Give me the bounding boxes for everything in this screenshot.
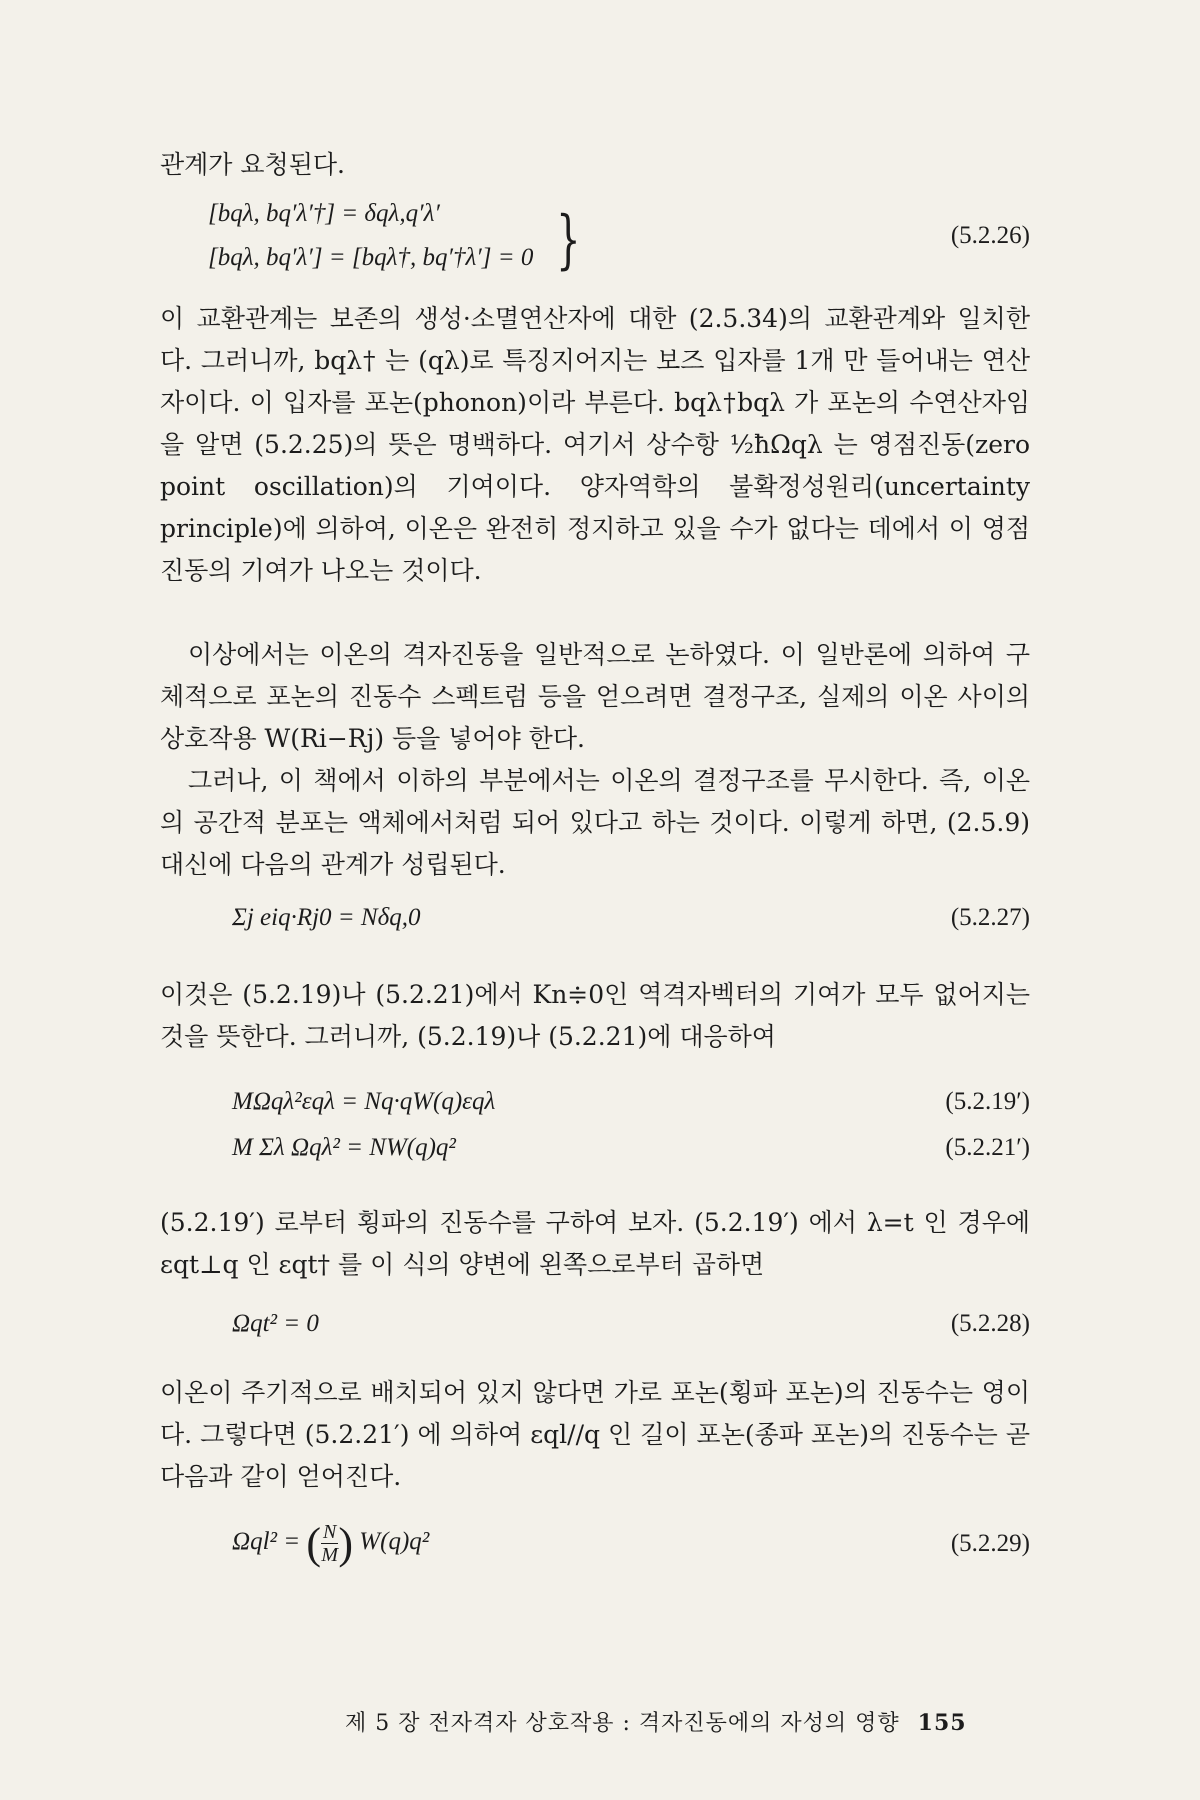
- paragraph-intro: 관계가 요청된다.: [160, 150, 345, 179]
- paragraph-ignore-crystal: 그러나, 이 책에서 이하의 부분에서는 이온의 결정구조를 무시한다. 즉, 이온의 공간적 분포는 액체에서처럼 되어 있다고 하는 것이다. 이렇게 하면, (2.5.9) 대신에 다음의 관계가 성립된다.: [160, 766, 1030, 879]
- equation-number-5-2-29: (5.2.29): [950, 1530, 1030, 1557]
- chapter-title: 제 5 장 전자격자 상호작용 : 격자진동에의 자성의 영향: [345, 1711, 900, 1736]
- equation-number-5-2-19-prime: (5.2.19′): [945, 1088, 1030, 1115]
- equation-number-5-2-21-prime: (5.2.21′): [945, 1134, 1030, 1161]
- equation-5-2-27: Σj eiq·Rj0 = Nδq,0: [232, 904, 421, 931]
- equation-5-2-19-prime: MΩqλ²εqλ = Nq·qW(q)εqλ: [232, 1088, 496, 1115]
- fraction-n-over-m: [321, 1521, 338, 1566]
- equation-5-2-29: [232, 1518, 429, 1569]
- equation-number-5-2-27: (5.2.27): [950, 904, 1030, 931]
- equation-5-2-26-line1: [bqλ, bq′λ′†] = δqλ,q′λ′: [208, 200, 440, 227]
- page-number: 155: [917, 1710, 967, 1736]
- paragraph-longitudinal-phonon: 이온이 주기적으로 배치되어 있지 않다면 가로 포논(횡파 포논)의 진동수는 영이다. 그렇다면 (5.2.21′) 에 의하여 εql//q 인 길이 포논(종파 포논)의 진동수는 곧 다음과 같이 얻어진다.: [160, 1378, 1030, 1491]
- paragraph-reciprocal-vector: 이것은 (5.2.19)나 (5.2.21)에서 Kn≑0인 역격자벡터의 기여가 모두 없어지는 것을 뜻한다. 그러니까, (5.2.19)나 (5.2.21)에 대응하여: [160, 980, 1030, 1051]
- fraction-denominator: M: [321, 1544, 339, 1566]
- left-paren: (: [306, 1519, 322, 1568]
- equation-5-2-21-prime: M Σλ Ωqλ² = NW(q)q²: [232, 1134, 456, 1161]
- paragraph-transverse-wave: (5.2.19′) 로부터 횡파의 진동수를 구하여 보자. (5.2.19′) 에서 λ=t 인 경우에 εqt⊥q 인 εqt† 를 이 식의 양변에 왼쪽으로부터 곱하면: [160, 1208, 1030, 1279]
- equation-5-2-26-line2: [bqλ, bq′λ′] = [bqλ†, bq′†λ′] = 0: [208, 244, 534, 271]
- equation-5-2-29-lhs: Ωql² =: [232, 1528, 301, 1556]
- right-brace: }: [556, 203, 581, 277]
- paragraph-exchange-relation: 이 교환관계는 보존의 생성·소멸연산자에 대한 (2.5.34)의 교환관계와 일치한다. 그러니까, bqλ† 는 (qλ)로 특징지어지는 보즈 입자를 1개 만 들어내는 연산자이다. 이 입자를 포논(phonon)이라 부른다. bqλ†bqλ 가 포논의 수연산자임을 알면 (5.2.25)의 뜻은 명백하다. 여기서 상수항 ½ħΩqλ 는 영점진동(zero point oscillation)의 기여이다. 양자역학의 불확정성원리(uncertainty principle)에 의하여, 이온은 완전히 정지하고 있을 수가 없다는 데에서 이 영점진동의 기여가 나오는 것이다.: [160, 304, 1030, 585]
- equation-number-5-2-26: (5.2.26): [950, 222, 1030, 249]
- right-paren: ): [338, 1519, 354, 1568]
- page-footer: [345, 1706, 967, 1737]
- equation-5-2-28: Ωqt² = 0: [232, 1310, 319, 1337]
- equation-5-2-29-rhs: W(q)q²: [359, 1528, 430, 1556]
- equation-number-5-2-28: (5.2.28): [950, 1310, 1030, 1337]
- paragraph-general-theory: 이상에서는 이온의 격자진동을 일반적으로 논하였다. 이 일반론에 의하여 구체적으로 포논의 진동수 스펙트럼 등을 얻으려면 결정구조, 실제의 이온 사이의 상호작용 W(Ri−Rj) 등을 넣어야 한다.: [160, 640, 1030, 753]
- fraction-numerator: N: [323, 1521, 337, 1543]
